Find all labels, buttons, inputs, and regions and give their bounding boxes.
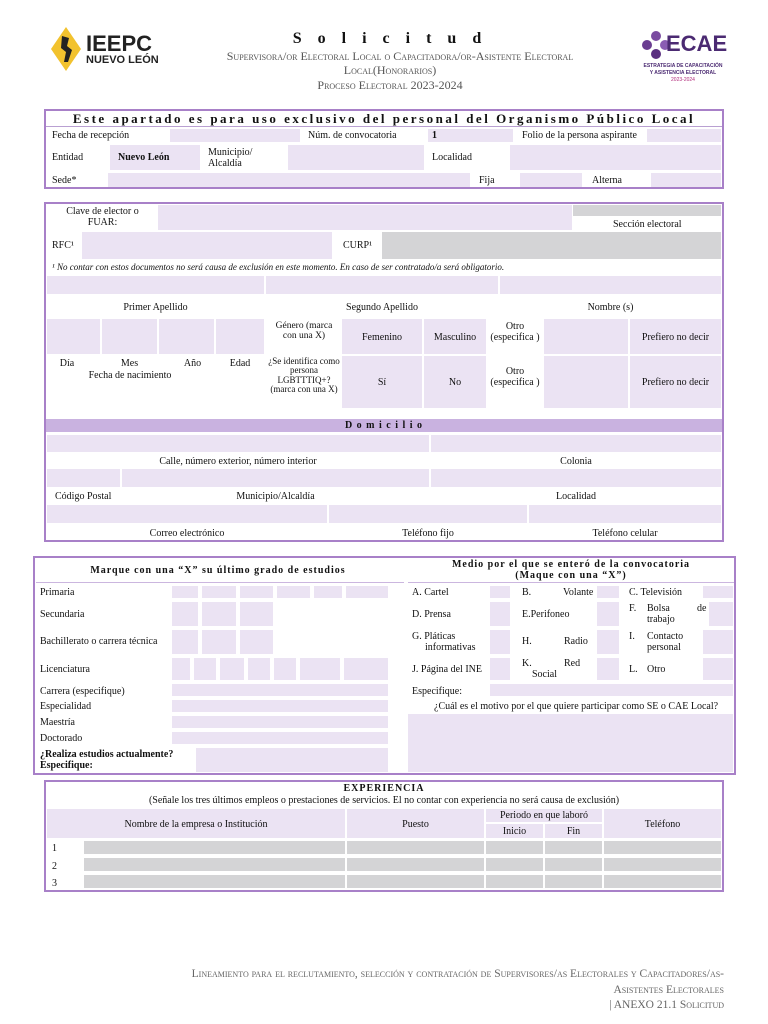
experiencia-row-2-num: 2 — [52, 861, 57, 872]
otro-lgbt-label: Otro (especifica ) — [490, 366, 540, 388]
cp-label: Código Postal — [55, 491, 112, 502]
secundaria-box-3[interactable] — [240, 602, 273, 626]
form-subtitle-2: Local(Honorarios) — [343, 63, 437, 77]
estudio-licenciatura: Licenciatura — [40, 664, 90, 675]
telefono-celular-label: Teléfono celular — [592, 528, 658, 539]
medio-contacto-label-2: personal — [647, 642, 681, 653]
genero-label: Género (marca con una X) — [275, 321, 333, 342]
otro-genero-field[interactable] — [544, 319, 628, 354]
telefono-label: Teléfono — [644, 819, 681, 830]
medio-bolsa-trabajo: trabajo — [647, 614, 675, 625]
otro-genero-label: Otro (especifica ) — [490, 321, 540, 343]
puesto-label: Puesto — [402, 819, 429, 830]
form-title: S o l i c i t u d — [292, 30, 488, 47]
experiencia-row-2-puesto[interactable] — [347, 858, 484, 871]
doctorado-field[interactable] — [172, 732, 388, 744]
estudios-actuales-field[interactable] — [196, 748, 388, 772]
primaria-box-6[interactable] — [346, 586, 388, 598]
anio-field[interactable] — [159, 319, 214, 354]
licenciatura-box-5[interactable] — [274, 658, 296, 680]
estudios-actuales-label: ¿Realiza estudios actualmente? — [40, 749, 174, 760]
licenciatura-box-4[interactable] — [248, 658, 270, 680]
experiencia-row-1-empresa[interactable] — [84, 841, 345, 854]
form-subtitle-3: Proceso Electoral 2023-2024 — [317, 78, 463, 92]
licenciatura-box-7[interactable] — [344, 658, 388, 680]
medio-otro-label: Otro — [647, 664, 666, 675]
domicilio-title: D o m i c i l i o — [344, 420, 424, 431]
estudio-secundaria: Secundaria — [40, 609, 85, 620]
num-convocatoria-field[interactable] — [428, 129, 513, 142]
nombres-field[interactable] — [500, 276, 721, 294]
experiencia-row-2-telefono[interactable] — [604, 858, 721, 871]
localidad-label: Localidad — [432, 152, 472, 163]
experiencia-row-2-fin[interactable] — [545, 858, 602, 871]
estudios-especifique-label: Especifique: — [40, 760, 93, 771]
fija-label: Fija — [479, 175, 495, 186]
experiencia-row-1-inicio[interactable] — [486, 841, 543, 854]
localidad-domicilio-label: Localidad — [556, 491, 596, 502]
telefono-fijo-field[interactable] — [329, 505, 527, 523]
experiencia-row-3-puesto[interactable] — [347, 875, 484, 888]
medio-perifoneo-label: E.Perifoneo — [522, 609, 570, 620]
folio-field[interactable] — [647, 129, 721, 142]
medio-ine-box[interactable] — [490, 658, 510, 680]
medio-radio-label: Radio — [564, 636, 588, 647]
cp-field[interactable] — [47, 469, 120, 487]
experiencia-row-3-num: 3 — [52, 878, 57, 889]
medio-radio-box[interactable] — [597, 630, 619, 654]
office-use-title: Este apartado es para uso exclusivo del personal del Organismo Público Local — [72, 111, 696, 126]
footer-line-2: Asistentes Electorales — [613, 984, 724, 996]
calle-field[interactable] — [47, 435, 429, 452]
clave-elector-field[interactable] — [158, 205, 572, 230]
primaria-box-3[interactable] — [240, 586, 273, 598]
estudio-primaria: Primaria — [40, 587, 75, 598]
medio-volante-label: Volante — [563, 587, 594, 598]
municipio-domicilio-field[interactable] — [122, 469, 429, 487]
footer-line-1: Lineamiento para el reclutamiento, selección y contratación de Supervisores/as Electorales y Capacitadores/as- — [191, 968, 724, 980]
medio-bolsa-box[interactable] — [709, 602, 733, 626]
experiencia-row-2-inicio[interactable] — [486, 858, 543, 871]
clave-elector-label: Clave de elector o FUAR: — [66, 206, 139, 228]
num-convocatoria-label: Núm. de convocatoria — [308, 130, 397, 141]
footer-line-3: | ANEXO 21.1 Solicitud — [609, 999, 724, 1011]
medio-television-box[interactable] — [703, 586, 733, 598]
medio-radio-letter: H. — [522, 636, 532, 647]
alterna-label: Alterna — [592, 175, 622, 186]
medio-cartel-label: A. Cartel — [412, 587, 449, 598]
empresa-label: Nombre de la empresa o Institución — [124, 819, 268, 830]
licenciatura-box-2[interactable] — [194, 658, 216, 680]
seccion-electoral-field[interactable] — [573, 205, 721, 216]
medio-title-1: Medio por el que se enteró de la convocatoria — [451, 559, 691, 570]
especialidad-field[interactable] — [172, 700, 388, 712]
estudio-maestria: Maestría — [40, 717, 75, 728]
estudio-especialidad: Especialidad — [40, 701, 92, 712]
primer-apellido-label: Primer Apellido — [123, 302, 188, 313]
medio-cartel-box[interactable] — [490, 586, 510, 598]
experiencia-row-3-empresa[interactable] — [84, 875, 345, 888]
masculino-label: Masculino — [433, 332, 477, 343]
entidad-label: Entidad — [52, 152, 84, 163]
medio-television-label: C. Televisión — [629, 587, 683, 598]
segundo-apellido-field[interactable] — [266, 276, 498, 294]
bachillerato-box-3[interactable] — [240, 630, 273, 654]
municipio-field[interactable] — [288, 145, 424, 170]
medio-contacto-letter: I. — [629, 631, 635, 642]
experiencia-row-1-fin[interactable] — [545, 841, 602, 854]
municipio-label: Municipio/ Alcaldía — [208, 147, 253, 169]
segundo-apellido-label: Segundo Apellido — [346, 302, 418, 313]
lgbt-label: ¿Se identifica como persona LGBTTTIQ+? (marca con una X) — [268, 356, 340, 395]
medio-bolsa-de: de — [697, 603, 707, 614]
document-note: ¹ No contar con estos documentos no será causa de exclusión en este momento. En caso de ser contratado/a será obligatorio. — [52, 262, 505, 272]
ecae-logo-sub1: ESTRATEGIA DE CAPACITACIÓN — [643, 63, 723, 69]
colonia-field[interactable] — [431, 435, 721, 452]
primaria-box-1[interactable] — [172, 586, 198, 598]
rfc-field[interactable] — [82, 232, 332, 259]
fecha-recepcion-field[interactable] — [170, 129, 300, 142]
otro-lgbt-field[interactable] — [544, 356, 628, 408]
entidad-value: Nuevo León — [118, 152, 170, 163]
estudio-bachillerato: Bachillerato o carrera técnica — [40, 636, 158, 647]
sede-field[interactable] — [108, 173, 470, 187]
anio-label: Año — [183, 358, 202, 369]
ecae-logo-text: ECAE — [666, 31, 728, 56]
primer-apellido-field[interactable] — [47, 276, 264, 294]
experiencia-row-3-fin[interactable] — [545, 875, 602, 888]
secundaria-box-2[interactable] — [202, 602, 236, 626]
edad-label: Edad — [229, 358, 251, 369]
femenino-label: Femenino — [362, 332, 402, 343]
no-label: No — [448, 377, 462, 388]
prefiero-label: Prefiero no decir — [641, 332, 710, 343]
medio-platicas-label-2: informativas — [425, 642, 476, 653]
rfc-label: RFC¹ — [52, 240, 74, 251]
ecae-logo-sub2: Y ASISTENCIA ELECTORAL — [649, 70, 717, 76]
medio-contacto-label: Contacto — [647, 631, 684, 642]
licenciatura-box-6[interactable] — [300, 658, 340, 680]
folio-label: Folio de la persona aspirante — [522, 130, 637, 141]
periodo-label: Periodo en que laboró — [499, 810, 589, 821]
medio-red-label: Red — [564, 658, 581, 669]
medio-red-letter: K. — [522, 658, 532, 669]
medio-prensa-box[interactable] — [490, 602, 510, 626]
prefiero-lgbt-label: Prefiero no decir — [641, 377, 710, 388]
correo-label: Correo electrónico — [149, 528, 225, 539]
sede-label: Sede* — [52, 175, 77, 186]
localidad-field[interactable] — [510, 145, 721, 170]
inicio-label: Inicio — [502, 826, 527, 837]
medio-prensa-label: D. Prensa — [412, 609, 451, 620]
seccion-electoral-label: Sección electoral — [613, 219, 682, 230]
estudios-title: Marque con una “X” su último grado de estudios — [90, 565, 346, 576]
medio-volante-letter: B. — [522, 587, 532, 598]
licenciatura-box-1[interactable] — [172, 658, 190, 680]
fecha-recepcion-label: Fecha de recepción — [52, 130, 130, 141]
telefono-celular-field[interactable] — [529, 505, 721, 523]
ieepc-logo-icon — [50, 26, 82, 72]
medio-red-box[interactable] — [597, 658, 619, 680]
correo-field[interactable] — [47, 505, 327, 523]
medio-ine-label: J. Página del INE — [412, 664, 482, 675]
primaria-box-2[interactable] — [202, 586, 236, 598]
primaria-box-4[interactable] — [277, 586, 310, 598]
medio-bolsa-label: Bolsa — [647, 603, 670, 614]
dia-label: Día — [59, 358, 75, 369]
dia-field[interactable] — [47, 319, 100, 354]
ieepc-logo — [50, 26, 165, 74]
medio-social-label: Social — [532, 669, 557, 680]
localidad-domicilio-field[interactable] — [431, 469, 721, 487]
experiencia-row-2-empresa[interactable] — [84, 858, 345, 871]
si-label: Sí — [377, 377, 387, 388]
medio-title-2: (Maque con una “X”) — [515, 570, 627, 581]
experiencia-title: EXPERIENCIA — [343, 783, 425, 794]
estudio-carrera: Carrera (especifique) — [40, 686, 125, 697]
medio-platicas-box[interactable] — [490, 630, 510, 654]
ieepc-logo-text: IEEPC — [86, 31, 153, 56]
licenciatura-box-3[interactable] — [220, 658, 244, 680]
colonia-label: Colonia — [560, 456, 592, 467]
maestria-field[interactable] — [172, 716, 388, 728]
carrera-field[interactable] — [172, 684, 388, 696]
experiencia-row-3-inicio[interactable] — [486, 875, 543, 888]
medio-platicas-label: G. Pláticas — [412, 631, 456, 642]
curp-label: CURP¹ — [343, 240, 373, 251]
fecha-nacimiento-label: Fecha de nacimiento — [88, 370, 172, 381]
medio-especifique-field[interactable] — [490, 684, 733, 696]
municipio-domicilio-label: Municipio/Alcaldía — [236, 491, 315, 502]
secundaria-box-1[interactable] — [172, 602, 198, 626]
primaria-box-5[interactable] — [314, 586, 342, 598]
experiencia-row-1-telefono[interactable] — [604, 841, 721, 854]
medio-perifoneo-box[interactable] — [597, 602, 619, 626]
experiencia-row-1-num: 1 — [52, 843, 57, 854]
edad-field[interactable] — [216, 319, 264, 354]
ecae-logo-sub3: 2023-2024 — [671, 77, 695, 83]
medio-otro-box[interactable] — [703, 658, 733, 680]
mes-field[interactable] — [102, 319, 157, 354]
medio-contacto-box[interactable] — [703, 630, 733, 654]
bachillerato-box-1[interactable] — [172, 630, 198, 654]
alterna-field[interactable] — [651, 173, 721, 187]
motivo-field[interactable] — [408, 714, 733, 772]
mes-label: Mes — [120, 358, 139, 369]
medio-otro-letter: L. — [629, 664, 638, 675]
fija-field[interactable] — [520, 173, 582, 187]
ieepc-logo-subtext: NUEVO LEÓN — [86, 54, 159, 66]
curp-field[interactable] — [382, 232, 721, 259]
experiencia-row-3-telefono[interactable] — [604, 875, 721, 888]
fin-label: Fin — [566, 826, 581, 837]
telefono-fijo-label: Teléfono fijo — [402, 528, 454, 539]
ecae-logo — [640, 28, 730, 88]
bachillerato-box-2[interactable] — [202, 630, 236, 654]
num-convocatoria-value: 1 — [432, 130, 437, 141]
medio-bolsa-letter: F. — [629, 603, 637, 614]
medio-especifique-label: Especifique: — [412, 686, 462, 697]
experiencia-row-1-puesto[interactable] — [347, 841, 484, 854]
medio-volante-box[interactable] — [597, 586, 619, 598]
experiencia-subtitle: (Señale los tres últimos empleos o prestaciones de servicios. El no contar con experiencia no será causa de exclusión) — [148, 795, 620, 806]
estudio-doctorado: Doctorado — [40, 733, 83, 744]
nombres-label: Nombre (s) — [587, 302, 634, 313]
motivo-label: ¿Cuál es el motivo por el que quiere participar como SE o CAE Local? — [434, 701, 719, 712]
form-subtitle-1: Supervisora/or Electoral Local o Capacitadora/or-Asistente Electoral — [226, 49, 574, 63]
calle-label: Calle, número exterior, número interior — [159, 456, 317, 467]
